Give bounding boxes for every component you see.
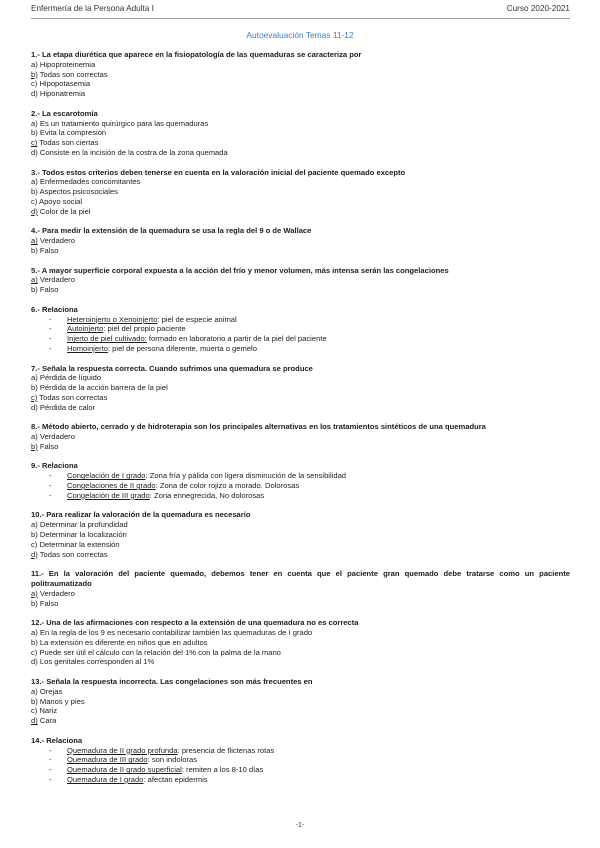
- answer-option: [31, 403, 570, 413]
- option-text: Falso: [37, 285, 59, 295]
- answer-option: [31, 657, 570, 667]
- answer-option: [31, 540, 570, 550]
- option-letter: b): [31, 598, 38, 608]
- answer-option: [31, 197, 570, 207]
- relation-term: Congelación de I grado: [67, 471, 146, 481]
- relation-term: Congelación de III grado: [67, 490, 150, 500]
- relation-item: [49, 775, 570, 785]
- answer-option: [31, 648, 570, 658]
- option-text: Falso: [37, 245, 59, 255]
- document-title: Autoevaluación Temas 11-12: [246, 30, 354, 40]
- question-block: [31, 168, 570, 217]
- option-letter: a): [31, 118, 38, 128]
- header-divider: [31, 18, 570, 19]
- option-letter: b): [31, 285, 38, 295]
- option-letter: c): [31, 539, 38, 549]
- answer-option: [31, 128, 570, 138]
- question-text: 9.- Relaciona: [31, 461, 78, 471]
- option-letter: b): [31, 530, 38, 540]
- question-block: [31, 266, 570, 295]
- relation-list: [31, 471, 570, 500]
- relation-item: [49, 765, 570, 775]
- option-text: Es un tratamiento quirúrgico para las quemaduras: [37, 118, 209, 128]
- relation-item: [49, 746, 570, 756]
- bullet-dash: -: [49, 490, 52, 500]
- option-letter: a): [31, 373, 38, 383]
- relation-definition: : Zona fría y pálida con ligera disminución de la sensibilidad: [145, 471, 347, 481]
- option-text: Consiste en la incisión de la costra de la zona quemada: [37, 147, 228, 157]
- relation-term: Quemadura de II grado superficial: [67, 765, 182, 775]
- question-block: [31, 677, 570, 726]
- option-letter: d): [31, 89, 38, 99]
- answer-option: [31, 148, 570, 158]
- relation-body: [67, 746, 274, 756]
- question-text: 6.- Relaciona: [31, 304, 78, 314]
- option-text: Determinar la profundidad: [37, 520, 128, 530]
- answer-option: [31, 138, 570, 148]
- option-letter: a): [31, 236, 38, 246]
- option-letter: d): [31, 147, 38, 157]
- option-text: Cara: [37, 716, 57, 726]
- relation-body: [67, 315, 237, 325]
- relation-term: Autoinjerto: [67, 324, 104, 334]
- answer-option: [31, 246, 570, 256]
- option-letter: c): [31, 138, 38, 148]
- bullet-dash: -: [49, 774, 52, 784]
- answer-option: [31, 373, 570, 383]
- answer-option: [31, 432, 570, 442]
- option-letter: b): [31, 128, 38, 138]
- answer-option: [31, 79, 570, 89]
- bullet-dash: -: [49, 334, 52, 344]
- relation-definition: : afectan epidermis: [143, 774, 208, 784]
- answer-option: [31, 89, 570, 99]
- question-block: [31, 618, 570, 667]
- option-text: Verdadero: [37, 432, 75, 442]
- option-letter: b): [31, 696, 38, 706]
- option-text: Los genitales corresponden al 1%: [37, 657, 155, 667]
- bullet-dash: -: [49, 314, 52, 324]
- option-letter: a): [31, 432, 38, 442]
- relation-body: [67, 755, 197, 765]
- option-text: Orejas: [37, 686, 63, 696]
- question-block: [31, 226, 570, 255]
- relation-term: Quemadura de II grado profunda: [67, 745, 178, 755]
- option-text: Falso: [37, 441, 59, 451]
- question-block: [31, 305, 570, 354]
- option-text: Falso: [37, 598, 59, 608]
- bullet-dash: -: [49, 324, 52, 334]
- option-text: Todas son ciertas: [37, 138, 99, 148]
- question-block: [31, 109, 570, 158]
- answer-option: [31, 393, 570, 403]
- question-text: 14.- Relaciona: [31, 735, 83, 745]
- question-text: 8.- Método abierto, cerrado y de hidroterapia son los principales alternativas en los tratamientos sintéticos de una quemadura: [31, 422, 486, 432]
- answer-option: [31, 638, 570, 648]
- option-text: Apoyo social: [37, 196, 83, 206]
- option-letter: c): [31, 196, 38, 206]
- option-letter: d): [31, 657, 38, 667]
- option-text: Todas son correctas: [37, 69, 108, 79]
- relation-body: [67, 324, 186, 334]
- option-text: Todas son correctas: [37, 549, 108, 559]
- option-text: Determinar la extensión: [37, 539, 120, 549]
- answer-option: [31, 589, 570, 599]
- relation-definition: : son indoloras: [147, 755, 198, 765]
- option-text: Hiponatremia: [37, 89, 86, 99]
- relation-body: [67, 344, 257, 354]
- relation-definition: : presencia de flictenas rotas: [177, 745, 275, 755]
- page-header: [31, 4, 570, 17]
- option-letter: a): [31, 520, 38, 530]
- option-letter: a): [31, 59, 38, 69]
- question-block: [31, 461, 570, 500]
- answer-option: [31, 687, 570, 697]
- option-text: Nariz: [37, 706, 58, 716]
- relation-definition: : piel de especie animal: [157, 314, 237, 324]
- question-text: 11.- En la valoración del paciente quemado, debemos tener en cuenta que el paciente gran quemado debe tratarse como un paciente politraumatizado: [31, 569, 570, 589]
- answer-option: [31, 442, 570, 452]
- option-letter: a): [31, 588, 38, 598]
- relation-definition: formado en laboratorio a partir de la piel del paciente: [146, 334, 327, 344]
- relation-item: [49, 315, 570, 325]
- relation-definition: : piel de persona diferente, muerta o gemelo: [107, 343, 257, 353]
- option-letter: b): [31, 245, 38, 255]
- relation-definition: : Zona de color rojizo a morado. Dolorosas: [155, 481, 300, 491]
- question-block: [31, 422, 570, 451]
- answer-option: [31, 520, 570, 530]
- question-text: 1.- La etapa diurética que aparece en la fisiopatología de las quemaduras se caracteriza por: [31, 50, 362, 59]
- option-letter: a): [31, 275, 38, 285]
- question-block: [31, 736, 570, 785]
- relation-term: Homoinjerto: [67, 343, 108, 353]
- question-block: [31, 510, 570, 559]
- option-letter: b): [31, 441, 38, 451]
- relation-term: Quemadura de III grado: [67, 755, 148, 765]
- option-letter: b): [31, 637, 38, 647]
- answer-option: [31, 70, 570, 80]
- answer-option: [31, 177, 570, 187]
- relation-definition: : remiten a los 8-10 días: [181, 765, 264, 775]
- question-text: 10.- Para realizar la valoración de la quemadura es necesario: [31, 510, 251, 520]
- header-academic-year: Curso 2020-2021: [506, 4, 570, 13]
- relation-item: [49, 334, 570, 344]
- question-text: 13.- Señala la respuesta incorrecta. Las congelaciones son más frecuentes en: [31, 677, 313, 686]
- relation-list: [31, 315, 570, 354]
- question-block: [31, 50, 570, 99]
- relation-item: [49, 324, 570, 334]
- relation-list: [31, 746, 570, 785]
- bullet-dash: -: [49, 745, 52, 755]
- relation-item: [49, 481, 570, 491]
- option-text: Enfermedades concomitantes: [37, 177, 141, 187]
- bullet-dash: -: [49, 343, 52, 353]
- answer-option: [31, 119, 570, 129]
- option-text: Aspectos psicosociales: [37, 187, 118, 197]
- answer-option: [31, 716, 570, 726]
- option-text: Pérdida de líquido: [37, 373, 102, 383]
- answer-option: [31, 383, 570, 393]
- option-text: Determinar la localización: [37, 530, 127, 540]
- option-letter: a): [31, 628, 38, 638]
- answer-option: [31, 285, 570, 295]
- bullet-dash: -: [49, 471, 52, 481]
- bullet-dash: -: [49, 765, 52, 775]
- option-text: Color de la piel: [37, 206, 91, 216]
- relation-body: [67, 334, 327, 344]
- relation-body: [67, 481, 299, 491]
- relation-term: Congelaciones de II grado: [67, 481, 156, 491]
- relation-body: [67, 775, 208, 785]
- relation-term: Injerto de piel cultivado:: [67, 334, 147, 344]
- relation-term: Quemadura de I grado: [67, 774, 144, 784]
- question-text: 3.- Todos estos criterios deben tenerse en cuenta en la valoración inicial del paciente quemado excepto: [31, 167, 406, 177]
- answer-option: [31, 697, 570, 707]
- relation-item: [49, 344, 570, 354]
- option-text: Verdadero: [37, 588, 75, 598]
- option-text: Hipoproteinemia: [37, 59, 96, 69]
- option-letter: a): [31, 686, 38, 696]
- answer-option: [31, 706, 570, 716]
- answer-option: [31, 530, 570, 540]
- question-text: 4.- Para medir la extensión de la quemadura se usa la regla del 9 o de Wallace: [31, 226, 312, 236]
- option-text: Todas son correctas: [37, 392, 108, 402]
- relation-definition: : piel del propio paciente: [103, 324, 186, 334]
- option-letter: c): [31, 706, 38, 716]
- option-letter: d): [31, 206, 38, 216]
- answer-option: [31, 628, 570, 638]
- relation-item: [49, 471, 570, 481]
- question-text: 12.- Una de las afirmaciones con respecto a la extensión de una quemadura no es correcta: [31, 618, 359, 628]
- answer-option: [31, 275, 570, 285]
- option-letter: a): [31, 177, 38, 187]
- option-text: Pérdida de calor: [37, 402, 96, 412]
- relation-body: [67, 765, 263, 775]
- answer-option: [31, 550, 570, 560]
- option-letter: c): [31, 647, 38, 657]
- relation-item: [49, 491, 570, 501]
- option-letter: b): [31, 69, 38, 79]
- relation-term: Heteroinjerto o Xenoinjerto: [67, 314, 158, 324]
- answer-option: [31, 60, 570, 70]
- option-text: Manos y pies: [37, 696, 85, 706]
- bullet-dash: -: [49, 755, 52, 765]
- option-text: Verdadero: [37, 236, 75, 246]
- relation-body: [67, 491, 264, 501]
- option-text: Evita la compresión: [37, 128, 107, 138]
- option-letter: c): [31, 79, 38, 89]
- header-course-name: Enfermería de la Persona Adulta I: [31, 4, 154, 13]
- question-text: 7.- Señala la respuesta correcta. Cuando sufrimos una quemadura se produce: [31, 363, 313, 373]
- option-letter: c): [31, 392, 38, 402]
- answer-option: [31, 599, 570, 609]
- option-letter: b): [31, 383, 38, 393]
- question-text: 2.- La escarotomía: [31, 108, 98, 118]
- question-block: [31, 569, 570, 608]
- answer-option: [31, 207, 570, 217]
- option-text: Pérdida de la acción barrera de la piel: [37, 383, 168, 393]
- option-letter: d): [31, 402, 38, 412]
- relation-body: [67, 471, 346, 481]
- option-text: Hipopotasemia: [37, 79, 91, 89]
- option-letter: b): [31, 187, 38, 197]
- question-text: 5.- A mayor superficie corporal expuesta a la acción del frío y menor volumen, más intensa serán las congelaciones: [31, 265, 449, 275]
- bullet-dash: -: [49, 481, 52, 491]
- answer-option: [31, 236, 570, 246]
- answer-option: [31, 187, 570, 197]
- relation-definition: : Zona ennegrecida, No dolorosas: [149, 490, 265, 500]
- option-text: Verdadero: [37, 275, 75, 285]
- relation-item: [49, 755, 570, 765]
- option-letter: d): [31, 549, 38, 559]
- option-text: La extensión es diferente en niños que en adultos: [37, 637, 208, 647]
- option-text: Puede ser útil el cálculo con la relación del 1% con la palma de la mano: [37, 647, 281, 657]
- option-letter: d): [31, 716, 38, 726]
- questions-list: [31, 50, 570, 795]
- page-number: -1-: [295, 822, 305, 829]
- option-text: En la regla de los 9 es necesario contabilizar también las quemaduras de I grado: [37, 628, 313, 638]
- question-block: [31, 364, 570, 413]
